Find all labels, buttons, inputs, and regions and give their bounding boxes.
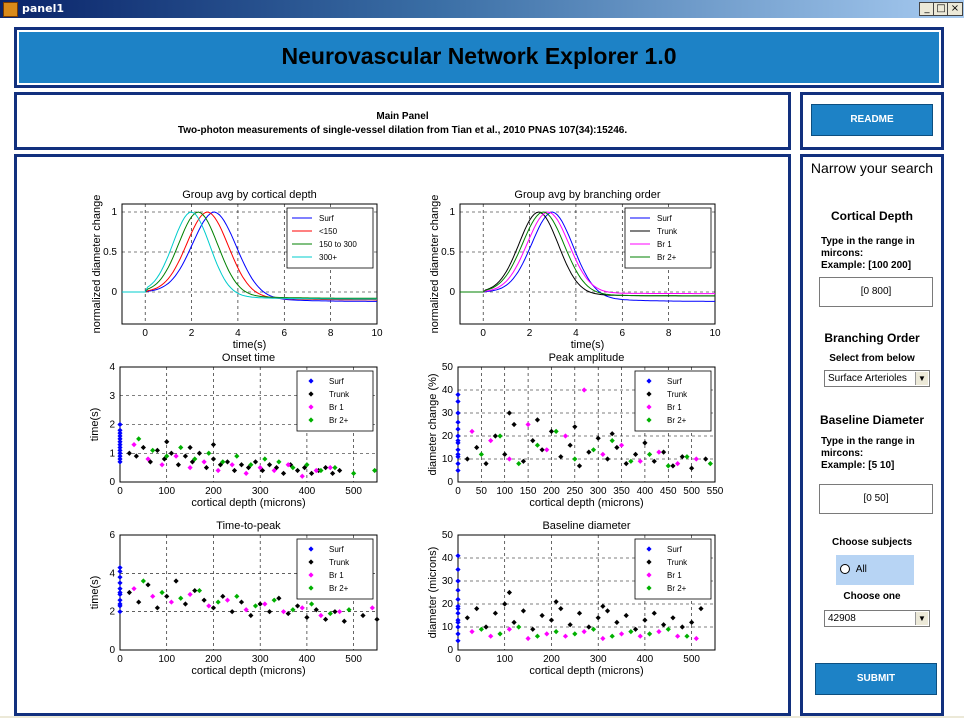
header-banner xyxy=(19,32,939,83)
y-tick-label: 10 xyxy=(441,454,453,465)
x-tick-label: 4 xyxy=(573,328,579,339)
legend-label: Br 1 xyxy=(657,240,672,249)
legend-label: Trunk xyxy=(667,390,688,399)
header-panel xyxy=(14,27,944,88)
cortical-hint-1: Type in the range in xyxy=(821,236,915,247)
y-tick-label: 2 xyxy=(109,419,115,431)
legend-label: Br 1 xyxy=(667,403,682,412)
y-tick-label: 40 xyxy=(441,385,453,396)
y-tick-label: 0 xyxy=(109,645,115,656)
x-tick-label: 0 xyxy=(142,328,148,339)
x-tick-label: 150 xyxy=(519,486,537,497)
search-heading xyxy=(803,160,941,177)
x-tick-label: 400 xyxy=(636,486,654,497)
legend-label: Surf xyxy=(667,377,682,386)
legend-label: Br 1 xyxy=(329,403,344,412)
legend-label: <150 xyxy=(319,227,338,236)
chart-group-avg-by-cortical-depth xyxy=(91,189,383,351)
y-tick-label: 20 xyxy=(441,431,453,442)
minimize-button[interactable]: _ xyxy=(919,2,935,16)
x-tick-label: 50 xyxy=(475,486,487,497)
x-tick-label: 500 xyxy=(345,654,362,665)
cortical-depth-input[interactable]: [0 800] xyxy=(819,277,933,307)
x-tick-label: 200 xyxy=(205,486,222,497)
info-panel xyxy=(14,92,791,150)
branching-order-select[interactable] xyxy=(824,370,930,387)
y-tick-label: 0 xyxy=(111,287,117,298)
x-tick-label: 4 xyxy=(235,328,241,339)
y-axis-label: normalized diameter change xyxy=(91,194,103,334)
readme-button[interactable]: README xyxy=(811,104,933,136)
x-tick-label: 200 xyxy=(205,654,222,665)
x-tick-label: 2 xyxy=(188,328,195,339)
chart-onset-time xyxy=(89,352,377,509)
chart-group-avg-by-branching-order xyxy=(429,189,721,351)
y-axis-label: normalized diameter change xyxy=(429,194,441,334)
x-tick-label: 8 xyxy=(327,328,334,339)
window-title: panel1 xyxy=(22,2,65,15)
plots-panel xyxy=(14,154,791,716)
legend-label: Trunk xyxy=(329,390,350,399)
y-tick-label: 3 xyxy=(109,390,115,402)
legend xyxy=(297,371,373,431)
baseline-hint-2: mircons: xyxy=(821,448,864,459)
x-tick-label: 0 xyxy=(455,486,461,497)
y-tick-label: 1 xyxy=(449,207,455,218)
x-tick-label: 0 xyxy=(117,654,123,665)
legend-label: Surf xyxy=(329,377,344,386)
chart-time-to-peak xyxy=(89,520,380,677)
search-heading-text: Narrow your search xyxy=(810,160,934,176)
matlab-icon xyxy=(3,2,18,17)
x-tick-label: 0 xyxy=(480,328,486,339)
y-tick-label: 1 xyxy=(109,448,115,460)
legend xyxy=(625,208,711,268)
legend-label: Surf xyxy=(657,214,672,223)
close-button[interactable]: × xyxy=(947,2,963,16)
x-tick-label: 250 xyxy=(566,486,584,497)
y-tick-label: 0.5 xyxy=(441,247,455,258)
x-tick-label: 400 xyxy=(636,654,654,665)
baseline-diameter-input[interactable]: [0 50] xyxy=(819,484,933,514)
x-tick-label: 100 xyxy=(496,654,514,665)
chart-title: Group avg by branching order xyxy=(514,189,661,201)
cortical-hint-3: Example: [100 200] xyxy=(821,260,912,271)
dropdown-arrow-icon: ▼ xyxy=(915,372,928,385)
readme-panel xyxy=(800,92,944,150)
chart-title: Baseline diameter xyxy=(542,520,631,532)
x-axis-label: cortical depth (microns) xyxy=(191,665,306,677)
chart-title: Peak amplitude xyxy=(548,352,625,364)
chart-peak-amplitude xyxy=(427,352,724,509)
y-tick-label: 10 xyxy=(441,622,453,633)
cortical-hint-2: mircons: xyxy=(821,248,864,259)
y-axis-label: time(s) xyxy=(89,575,101,610)
dropdown-arrow-icon: ▼ xyxy=(915,612,928,625)
x-tick-label: 100 xyxy=(158,486,176,497)
x-tick-label: 6 xyxy=(281,328,288,339)
x-tick-label: 2 xyxy=(526,328,533,339)
subject-select-value: 42908 xyxy=(828,613,856,624)
legend-label: Trunk xyxy=(657,227,678,236)
legend-label: Br 2+ xyxy=(667,416,687,425)
y-axis-label: time(s) xyxy=(89,407,101,442)
y-axis-label: diameter (microns) xyxy=(427,546,439,639)
branching-order-hint: Select from below xyxy=(829,353,915,364)
legend-label: 300+ xyxy=(319,253,338,262)
x-tick-label: 100 xyxy=(496,486,514,497)
baseline-hint-3: Example: [5 10] xyxy=(821,460,895,471)
plots-canvas xyxy=(17,157,788,713)
x-axis-label: cortical depth (microns) xyxy=(529,497,644,509)
x-tick-label: 0 xyxy=(455,654,461,665)
x-tick-label: 0 xyxy=(117,486,123,497)
legend-label: Surf xyxy=(329,545,344,554)
x-tick-label: 550 xyxy=(706,486,724,497)
chart-title: Time-to-peak xyxy=(216,520,281,532)
x-axis-label: cortical depth (microns) xyxy=(191,497,306,509)
x-axis-label: time(s) xyxy=(232,339,267,351)
chart-title: Group avg by cortical depth xyxy=(182,189,317,201)
legend xyxy=(635,371,711,431)
x-tick-label: 500 xyxy=(683,486,700,497)
x-tick-label: 500 xyxy=(683,654,700,665)
x-tick-label: 450 xyxy=(659,486,677,497)
y-tick-label: 0 xyxy=(109,477,115,488)
x-tick-label: 300 xyxy=(251,654,269,665)
y-tick-label: 2 xyxy=(109,606,115,618)
legend-label: Br 1 xyxy=(329,571,344,580)
legend-label: Br 2+ xyxy=(667,584,687,593)
subjects-radio-group[interactable] xyxy=(836,555,914,585)
y-tick-label: 50 xyxy=(441,530,453,541)
legend xyxy=(287,208,373,268)
panel-description: Two-photon measurements of single-vessel dilation from Tian et al., 2010 PNAS 107(34):15246. xyxy=(177,125,628,136)
y-tick-label: 50 xyxy=(441,362,453,373)
choose-one-title: Choose one xyxy=(843,591,901,602)
x-tick-label: 400 xyxy=(298,486,316,497)
legend-label: Br 1 xyxy=(667,571,682,580)
legend-label: Br 2+ xyxy=(329,584,349,593)
y-tick-label: 0 xyxy=(447,645,453,656)
branching-order-value: Surface Arterioles xyxy=(828,373,907,384)
x-tick-label: 10 xyxy=(709,328,721,339)
submit-button[interactable]: SUBMIT xyxy=(815,663,937,695)
legend xyxy=(297,539,373,599)
y-tick-label: 0 xyxy=(449,287,455,298)
legend-label: Surf xyxy=(319,214,334,223)
y-tick-label: 30 xyxy=(441,408,453,419)
subjects-radio-label: All xyxy=(855,564,867,575)
x-tick-label: 300 xyxy=(589,486,607,497)
x-tick-label: 200 xyxy=(543,486,560,497)
subject-select[interactable] xyxy=(824,610,930,627)
y-tick-label: 1 xyxy=(111,207,117,218)
y-tick-label: 40 xyxy=(441,553,453,564)
x-tick-label: 8 xyxy=(665,328,672,339)
y-axis-label: diameter change (%) xyxy=(427,373,439,476)
legend xyxy=(635,539,711,599)
window-titlebar xyxy=(0,0,964,18)
x-tick-label: 400 xyxy=(298,654,316,665)
x-tick-label: 350 xyxy=(613,486,630,497)
y-tick-label: 4 xyxy=(109,568,115,580)
branching-order-title: Branching Order xyxy=(824,331,920,345)
chart-title: Onset time xyxy=(221,352,276,364)
baseline-hint-1: Type in the range in xyxy=(821,436,915,447)
x-tick-label: 100 xyxy=(158,654,176,665)
baseline-diameter-title: Baseline Diameter xyxy=(819,413,925,427)
y-tick-label: 0.5 xyxy=(103,247,117,258)
panel-name: Main Panel xyxy=(376,111,429,122)
legend-label: Trunk xyxy=(667,558,688,567)
chart-baseline-diameter xyxy=(427,520,715,677)
app-title: Neurovascular Network Explorer 1.0 xyxy=(281,43,677,69)
y-tick-label: 4 xyxy=(109,362,115,373)
x-tick-label: 6 xyxy=(619,328,626,339)
main-window xyxy=(0,18,964,716)
cortical-depth-title: Cortical Depth xyxy=(830,209,913,223)
maximize-button[interactable]: □ xyxy=(933,2,949,16)
radio-icon[interactable] xyxy=(840,564,850,574)
x-tick-label: 10 xyxy=(371,328,383,339)
x-tick-label: 300 xyxy=(251,486,269,497)
x-axis-label: cortical depth (microns) xyxy=(529,665,644,677)
y-tick-label: 30 xyxy=(441,576,453,587)
x-tick-label: 200 xyxy=(543,654,560,665)
legend-label: Br 2+ xyxy=(657,253,677,262)
legend-label: 150 to 300 xyxy=(319,240,357,249)
legend-label: Br 2+ xyxy=(329,416,349,425)
x-axis-label: time(s) xyxy=(570,339,605,351)
legend-label: Trunk xyxy=(329,558,350,567)
x-tick-label: 300 xyxy=(589,654,607,665)
y-tick-label: 6 xyxy=(109,530,115,541)
x-tick-label: 500 xyxy=(345,486,362,497)
y-tick-label: 20 xyxy=(441,599,453,610)
y-tick-label: 0 xyxy=(447,477,453,488)
search-panel xyxy=(800,154,944,716)
legend-label: Surf xyxy=(667,545,682,554)
choose-subjects-title: Choose subjects xyxy=(831,537,913,548)
